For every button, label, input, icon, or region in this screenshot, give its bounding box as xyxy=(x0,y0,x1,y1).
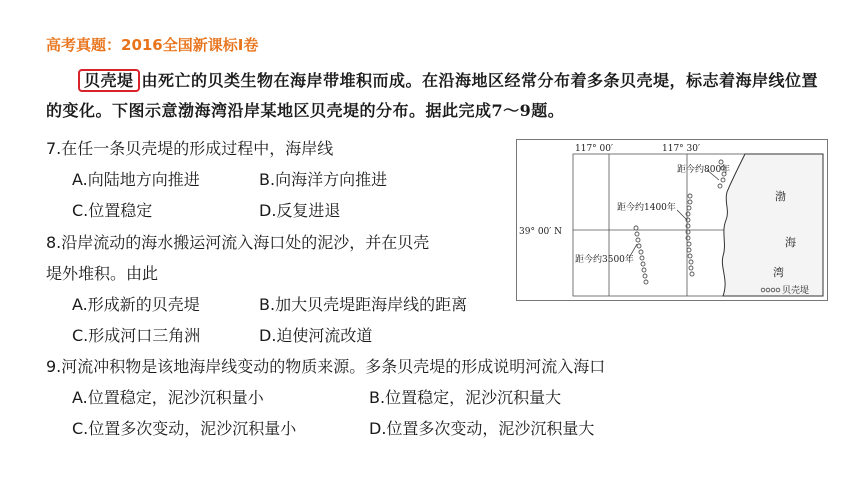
question-8-stem-line1: 8.沿岸流动的海水搬运河流入海口处的泥沙，并在贝壳 xyxy=(46,233,430,252)
lon-label-117-30: 117° 30′ xyxy=(662,144,701,154)
intro-text: 由死亡的贝类生物在海岸带堆积而成。在沿海地区经常分布着多条贝壳堤，标志着海岸线位置的变化。下图示意渤海湾沿岸某地区贝壳堤的分布。据此完成7～9题。 xyxy=(46,71,819,120)
question-9-option-a: A.位置稳定，泥沙沉积量小 xyxy=(72,388,264,407)
question-7-option-b: B.向海洋方向推进 xyxy=(259,170,388,189)
highlight-term: 贝壳堤 xyxy=(78,69,140,92)
sea-label-1: 渤 xyxy=(775,190,786,203)
label-800-years: 距今约800年 xyxy=(677,165,731,175)
intro-paragraph xyxy=(46,66,826,126)
question-8-stem-line2: 堤外堆积。由此 xyxy=(46,264,159,283)
question-8-option-d: D.迫使河流改道 xyxy=(259,326,373,345)
question-9-option-c: C.位置多次变动，泥沙沉积量小 xyxy=(72,419,297,438)
question-8-option-b: B.加大贝壳堤距海岸线的距离 xyxy=(259,295,468,314)
question-9-option-b: B.位置稳定，泥沙沉积量大 xyxy=(369,388,562,407)
question-7-stem: 7.在任一条贝壳堤的形成过程中，海岸线 xyxy=(46,139,334,158)
question-7-option-a: A.向陆地方向推进 xyxy=(72,170,200,189)
lon-label-117-00: 117° 00′ xyxy=(575,144,614,154)
sea-label-2: 海 xyxy=(785,236,796,249)
question-7-option-c: C.位置稳定 xyxy=(72,201,153,220)
page-title: 高考真题：2016全国新课标Ⅰ卷 xyxy=(46,36,259,54)
question-7-option-d: D.反复进退 xyxy=(259,201,341,220)
shell-ridge-map xyxy=(516,139,828,301)
question-8-option-a: A.形成新的贝壳堤 xyxy=(72,295,200,314)
question-8-option-c: C.形成河口三角洲 xyxy=(72,326,201,345)
label-3500-years: 距今约3500年 xyxy=(575,255,634,265)
question-9-stem: 9.河流冲积物是该地海岸线变动的物质来源。多条贝壳堤的形成说明河流入海口 xyxy=(46,357,606,376)
legend-label: 贝壳堤 xyxy=(782,286,810,296)
question-9-option-d: D.位置多次变动，泥沙沉积量大 xyxy=(369,419,595,438)
lat-label-39-00: 39° 00′ N xyxy=(519,227,563,237)
sea-label-3: 湾 xyxy=(773,266,784,279)
label-1400-years: 距今约1400年 xyxy=(617,203,676,213)
shell-ridges xyxy=(634,160,726,284)
